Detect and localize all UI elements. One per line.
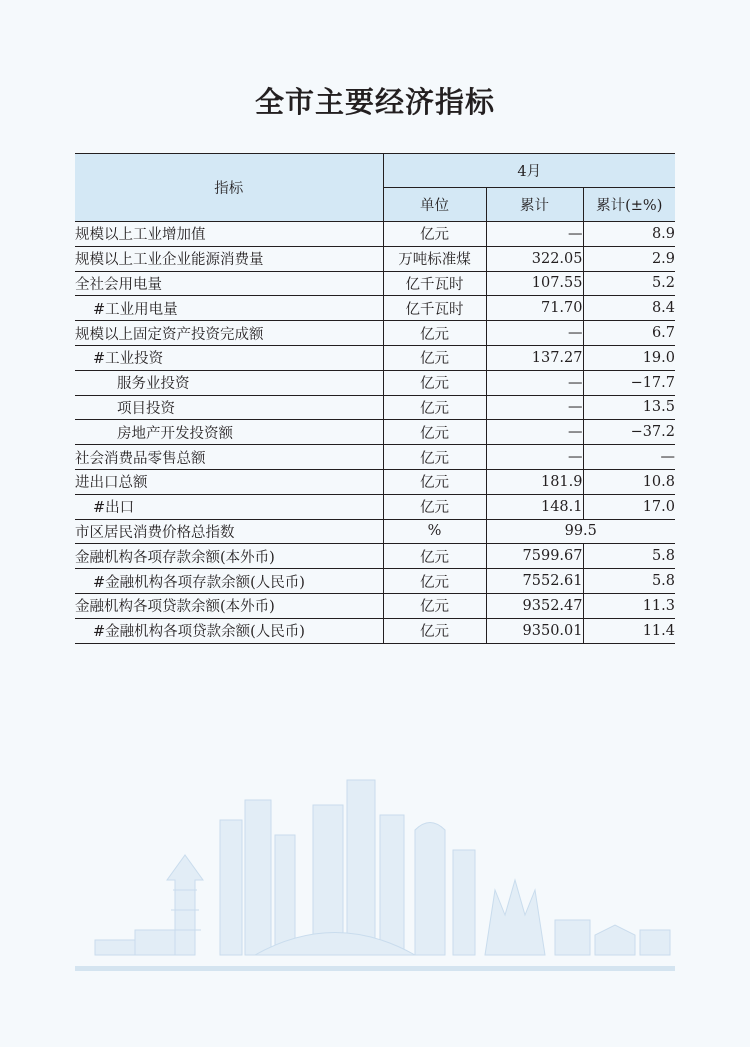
cumulative-cell: — (486, 222, 583, 247)
cumulative-cell: 9352.47 (486, 593, 583, 618)
indicator-cell: 规模以上工业增加值 (75, 222, 383, 247)
cumulative-pct-cell: 13.5 (583, 395, 675, 420)
table-row (75, 544, 675, 569)
indicator-cell: 社会消费品零售总额 (75, 445, 383, 470)
cumulative-cell: — (486, 420, 583, 445)
cumulative-cell: 107.55 (486, 271, 583, 296)
cumulative-cell: — (486, 445, 583, 470)
cumulative-pct-header: 累计(±%) (583, 188, 675, 222)
unit-cell: 亿千瓦时 (383, 296, 486, 321)
indicator-cell: #金融机构各项贷款余额(人民币) (75, 618, 383, 643)
table-row (75, 569, 675, 594)
unit-cell: 亿元 (383, 569, 486, 594)
table-row (75, 271, 675, 296)
table-row (75, 593, 675, 618)
unit-cell: 亿元 (383, 469, 486, 494)
indicator-header: 指标 (75, 154, 383, 222)
unit-cell: 万吨标准煤 (383, 246, 486, 271)
table-row (75, 321, 675, 346)
indicator-cell: #工业用电量 (75, 296, 383, 321)
decorative-baseline (75, 966, 675, 971)
indicator-cell: 金融机构各项贷款余额(本外币) (75, 593, 383, 618)
cumulative-pct-cell: — (583, 445, 675, 470)
cumulative-pct-cell: 19.0 (583, 345, 675, 370)
table-header-row (75, 154, 675, 188)
unit-cell: % (383, 519, 486, 544)
city-skyline-illustration (75, 760, 675, 975)
table-row (75, 395, 675, 420)
cumulative-cell: 7599.67 (486, 544, 583, 569)
unit-cell: 亿元 (383, 618, 486, 643)
cumulative-pct-cell: 5.8 (583, 544, 675, 569)
table-row (75, 420, 675, 445)
table-body (75, 222, 675, 644)
cumulative-pct-cell: 5.2 (583, 271, 675, 296)
cumulative-cell: 148.1 (486, 494, 583, 519)
indicator-cell: 市区居民消费价格总指数 (75, 519, 383, 544)
unit-cell: 亿元 (383, 445, 486, 470)
merged-value-cell: 99.5 (486, 519, 675, 544)
unit-cell: 亿元 (383, 544, 486, 569)
table-row (75, 469, 675, 494)
unit-cell: 亿元 (383, 222, 486, 247)
cumulative-cell: 7552.61 (486, 569, 583, 594)
cumulative-cell: 322.05 (486, 246, 583, 271)
indicator-cell: 房地产开发投资额 (75, 420, 383, 445)
page-title: 全市主要经济指标 (254, 85, 495, 119)
economic-indicators-table (75, 153, 675, 644)
indicator-cell: 项目投资 (75, 395, 383, 420)
table-row (75, 296, 675, 321)
unit-cell: 亿元 (383, 593, 486, 618)
table-row (75, 445, 675, 470)
table-row (75, 618, 675, 643)
table-row (75, 222, 675, 247)
indicator-cell: 规模以上固定资产投资完成额 (75, 321, 383, 346)
indicator-cell: 规模以上工业企业能源消费量 (75, 246, 383, 271)
cumulative-pct-cell: 6.7 (583, 321, 675, 346)
cumulative-header: 累计 (486, 188, 583, 222)
cumulative-pct-cell: 17.0 (583, 494, 675, 519)
table-row (75, 246, 675, 271)
indicator-cell: #出口 (75, 494, 383, 519)
cumulative-cell: 9350.01 (486, 618, 583, 643)
unit-cell: 亿元 (383, 345, 486, 370)
cumulative-pct-cell: −37.2 (583, 420, 675, 445)
month-header: 4月 (383, 154, 675, 188)
unit-cell: 亿元 (383, 370, 486, 395)
cumulative-cell: 137.27 (486, 345, 583, 370)
cumulative-pct-cell: 11.4 (583, 618, 675, 643)
indicator-cell: #工业投资 (75, 345, 383, 370)
unit-cell: 亿千瓦时 (383, 271, 486, 296)
unit-cell: 亿元 (383, 420, 486, 445)
table-row (75, 370, 675, 395)
table-row (75, 345, 675, 370)
cumulative-pct-cell: −17.7 (583, 370, 675, 395)
cumulative-cell: — (486, 395, 583, 420)
unit-cell: 亿元 (383, 494, 486, 519)
cumulative-pct-cell: 11.3 (583, 593, 675, 618)
indicator-cell: 全社会用电量 (75, 271, 383, 296)
unit-cell: 亿元 (383, 321, 486, 346)
indicator-cell: 进出口总额 (75, 469, 383, 494)
cumulative-pct-cell: 8.4 (583, 296, 675, 321)
cumulative-cell: — (486, 321, 583, 346)
cumulative-pct-cell: 8.9 (583, 222, 675, 247)
indicator-cell: #金融机构各项存款余额(人民币) (75, 569, 383, 594)
indicator-cell: 服务业投资 (75, 370, 383, 395)
cumulative-pct-cell: 2.9 (583, 246, 675, 271)
unit-header: 单位 (383, 188, 486, 222)
cumulative-pct-cell: 5.8 (583, 569, 675, 594)
cumulative-cell: 71.70 (486, 296, 583, 321)
indicator-cell: 金融机构各项存款余额(本外币) (75, 544, 383, 569)
cumulative-cell: 181.9 (486, 469, 583, 494)
cumulative-cell: — (486, 370, 583, 395)
table-row (75, 519, 675, 544)
cumulative-pct-cell: 10.8 (583, 469, 675, 494)
unit-cell: 亿元 (383, 395, 486, 420)
table-row (75, 494, 675, 519)
